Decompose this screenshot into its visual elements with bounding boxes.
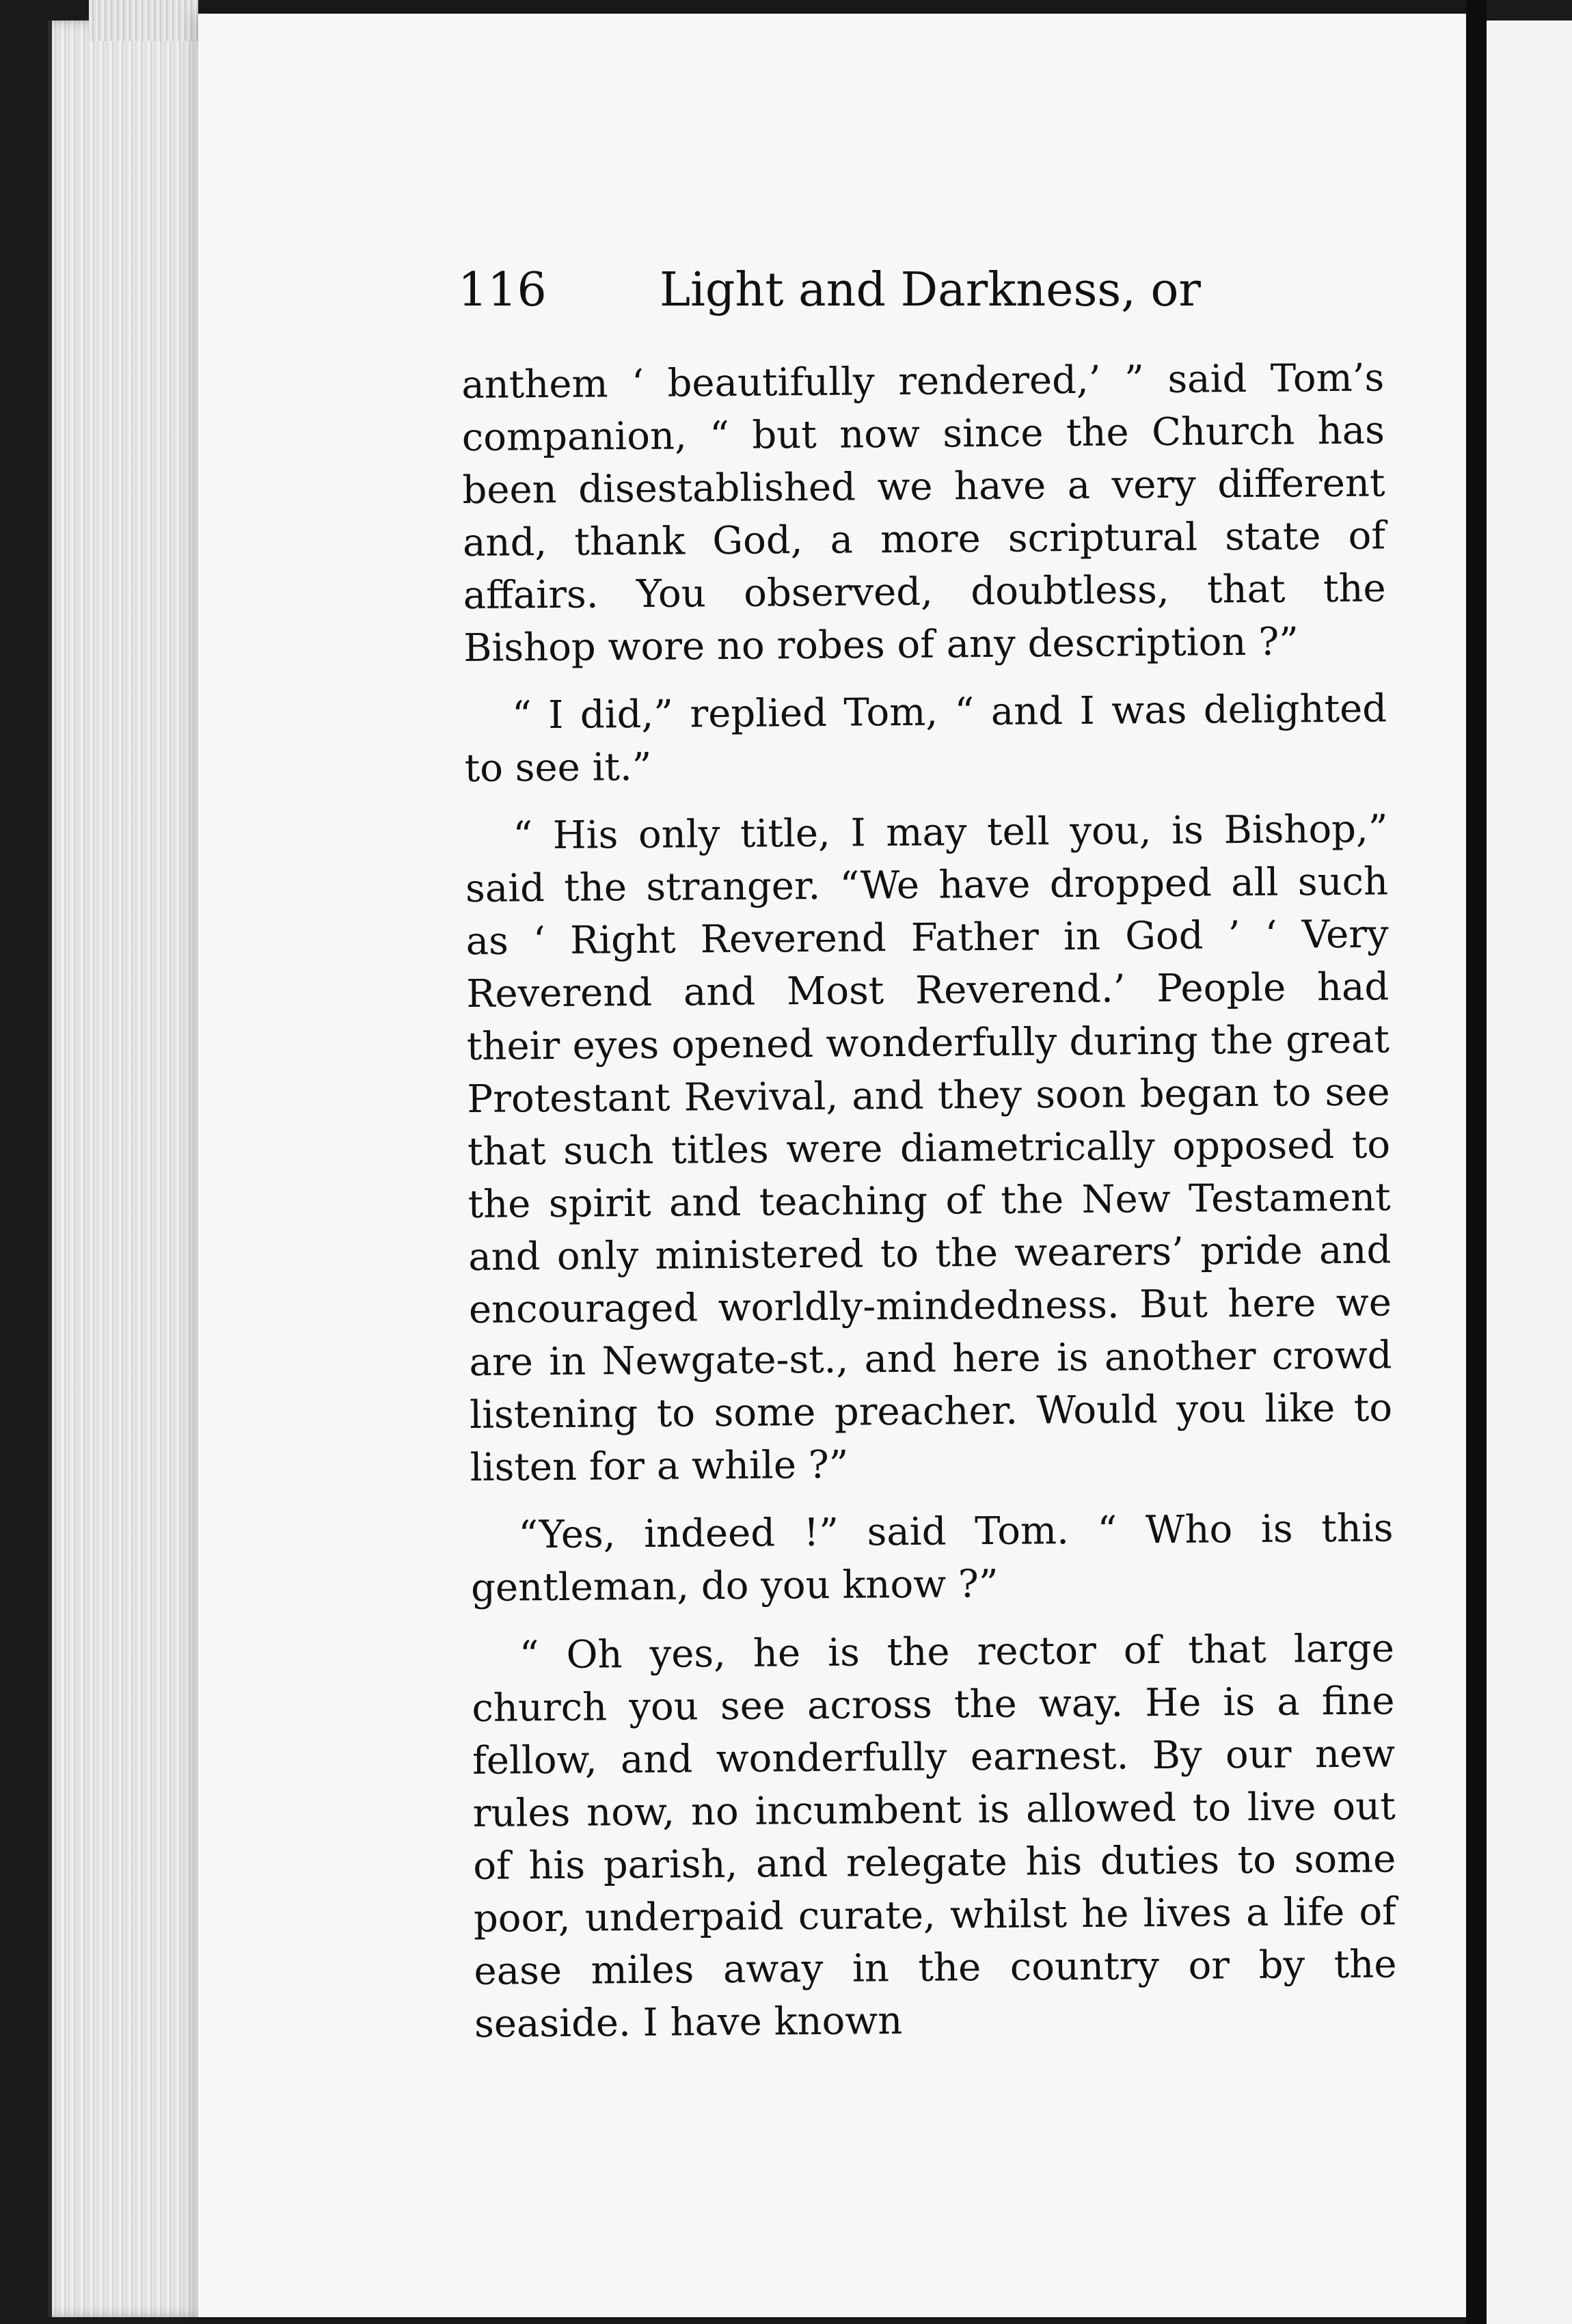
paragraph: “ Oh yes, he is the rector of that large church you see across the way. He is a fine fellow, and wonderfully earnest. By our new rules now, no incumbent is allowed to live out of his parish, and relegate his duties to some poor, underpaid curate, whilst he lives a life of ease miles away in the country or by the seaside. I have known — [472, 1626, 1397, 2046]
body-text — [461, 351, 1398, 2066]
running-title: Light and Darkness, or — [660, 263, 1201, 317]
page-edge-top — [89, 0, 198, 41]
page-header — [458, 263, 1415, 325]
book-gutter — [1466, 0, 1487, 2324]
paragraph: “ His only title, I may tell you, is Bishop,” said the stranger. “We have dropped all such as ‘ Right Reverend Father in God ’ ‘ Very Reverend and Most Reverend.’ People had their eyes opened wonderfully during the great Protestant Revival, and they soon began to see that such titles were diametrically opposed to the spirit and teaching of the New Testament and only ministered to the wearers’ pride and encouraged worldly-mindedness. But here we are in Newgate-st., and here is another crowd listening to some preacher. Would you like to listen for a while ?” — [465, 807, 1393, 1490]
paragraph: anthem ‘ beautifully rendered,’ ” said Tom’s companion, “ but now since the Church has been disestablished we have a very different and, thank God, a more scriptural state of affairs. You observed, doubtless, that the Bishop wore no robes of any description ?” — [461, 355, 1386, 671]
paragraph: “Yes, indeed !” said Tom. “ Who is this gentleman, do you know ?” — [470, 1506, 1394, 1610]
facing-page-edge — [1487, 21, 1572, 2324]
page-number: 116 — [458, 263, 547, 317]
paragraph: “ I did,” replied Tom, “ and I was delighted to see it.” — [464, 686, 1387, 791]
